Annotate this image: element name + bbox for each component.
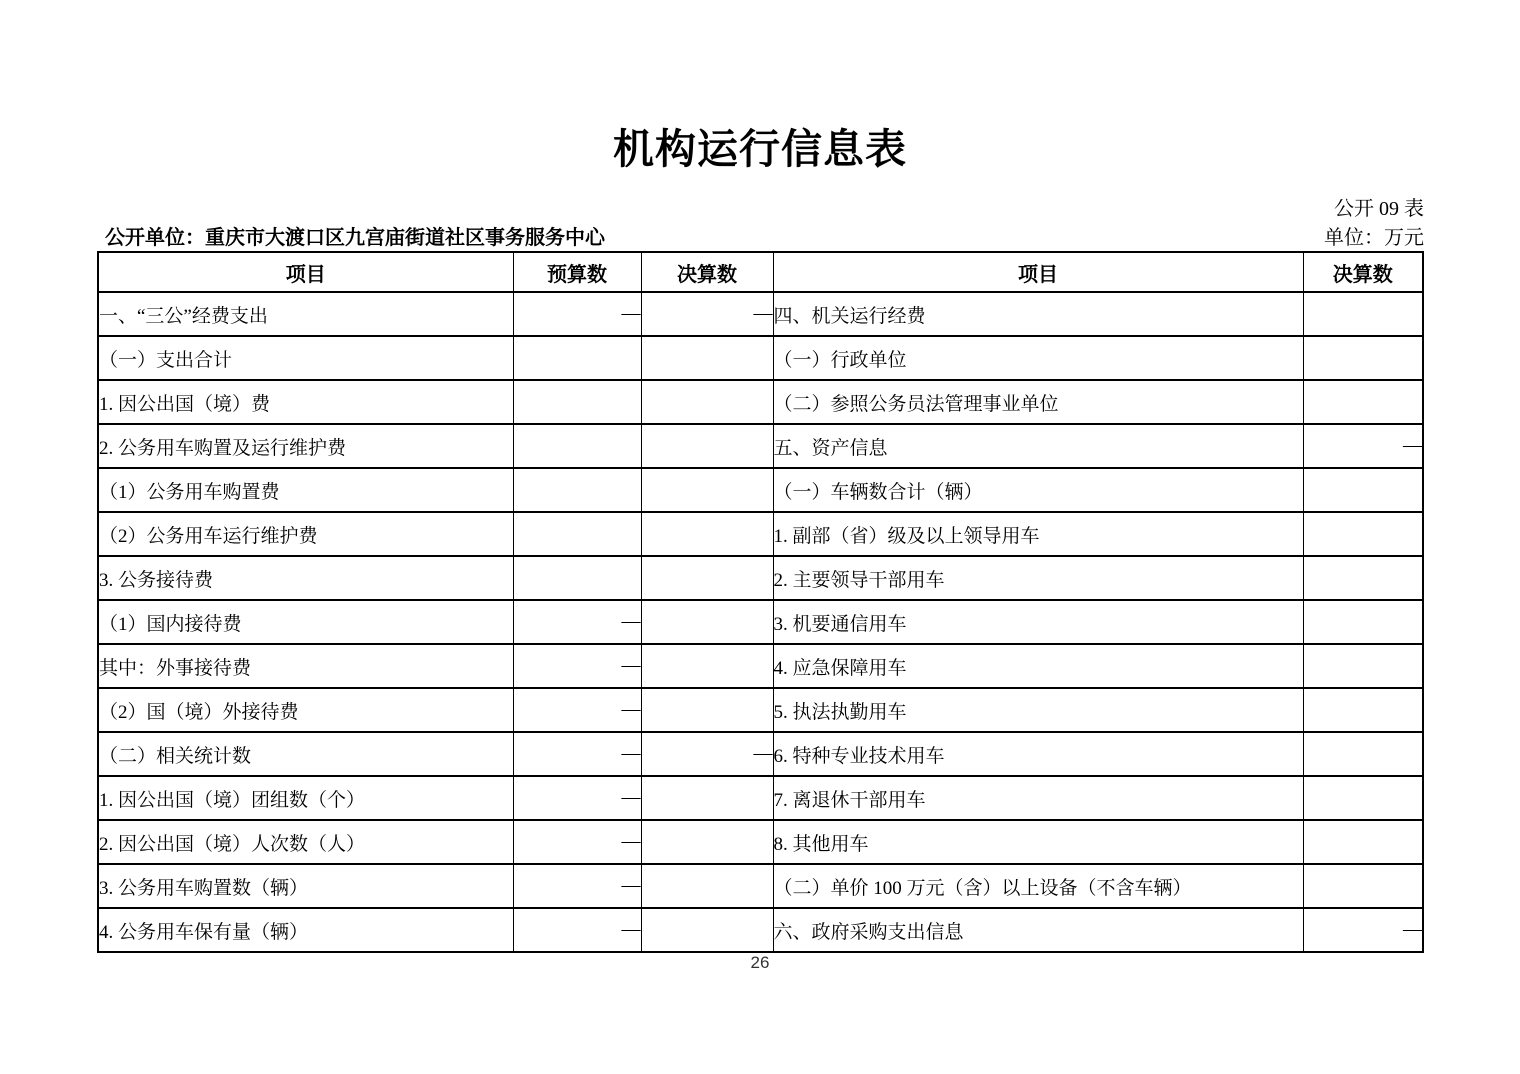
table-header-row [98, 252, 1423, 292]
table-row [98, 512, 1423, 556]
item-cell-left: 4. 公务用车保有量（辆） [98, 908, 513, 952]
table-row [98, 600, 1423, 644]
item-cell-right: （一）行政单位 [773, 336, 1303, 380]
final-cell-left: — [641, 732, 773, 776]
table-row [98, 732, 1423, 776]
item-cell-left: 3. 公务用车购置数（辆） [98, 864, 513, 908]
publish-unit-label: 公开单位：重庆市大渡口区九宫庙街道社区事务服务中心 [105, 227, 605, 249]
table-row [98, 908, 1423, 952]
page-title: 机构运行信息表 [613, 126, 907, 172]
budget-cell-left: — [513, 688, 641, 732]
budget-cell-left: — [513, 908, 641, 952]
budget-cell-left: — [513, 600, 641, 644]
item-cell-right: 3. 机要通信用车 [773, 600, 1303, 644]
final-cell-right [1303, 864, 1423, 908]
item-cell-left: 1. 因公出国（境）费 [98, 380, 513, 424]
final-cell-left [641, 600, 773, 644]
item-cell-right: 4. 应急保障用车 [773, 644, 1303, 688]
final-cell-left [641, 644, 773, 688]
table-row [98, 380, 1423, 424]
final-cell-left [641, 688, 773, 732]
final-cell-left [641, 908, 773, 952]
final-cell-right [1303, 380, 1423, 424]
header-item-right: 项目 [773, 252, 1303, 292]
header-budget-left: 预算数 [513, 252, 641, 292]
final-cell-left [641, 468, 773, 512]
final-cell-right [1303, 820, 1423, 864]
budget-cell-left: — [513, 864, 641, 908]
budget-cell-left: — [513, 292, 641, 336]
item-cell-left: 2. 因公出国（境）人次数（人） [98, 820, 513, 864]
item-cell-left: （1）国内接待费 [98, 600, 513, 644]
final-cell-right [1303, 732, 1423, 776]
budget-cell-left [513, 512, 641, 556]
table-row [98, 776, 1423, 820]
budget-cell-left [513, 336, 641, 380]
final-cell-right [1303, 292, 1423, 336]
table-code-label: 公开 09 表 [1334, 198, 1424, 220]
final-cell-left [641, 864, 773, 908]
item-cell-right: （二）参照公务员法管理事业单位 [773, 380, 1303, 424]
table-row [98, 556, 1423, 600]
header-item-left: 项目 [98, 252, 513, 292]
item-cell-right: 8. 其他用车 [773, 820, 1303, 864]
budget-cell-left [513, 468, 641, 512]
item-cell-right: 六、政府采购支出信息 [773, 908, 1303, 952]
item-cell-left: 其中：外事接待费 [98, 644, 513, 688]
final-cell-left [641, 776, 773, 820]
item-cell-left: 一、“三公”经费支出 [98, 292, 513, 336]
final-cell-left: — [641, 292, 773, 336]
final-cell-right [1303, 512, 1423, 556]
item-cell-left: （2）国（境）外接待费 [98, 688, 513, 732]
budget-cell-left [513, 424, 641, 468]
item-cell-left: （二）相关统计数 [98, 732, 513, 776]
table-row [98, 292, 1423, 336]
budget-cell-left [513, 556, 641, 600]
budget-cell-left: — [513, 776, 641, 820]
table-body [98, 292, 1423, 952]
final-cell-left [641, 820, 773, 864]
budget-cell-left: — [513, 732, 641, 776]
page-number: 26 [750, 953, 770, 972]
header-final-left: 决算数 [641, 252, 773, 292]
item-cell-right: 1. 副部（省）级及以上领导用车 [773, 512, 1303, 556]
header-final-right: 决算数 [1303, 252, 1423, 292]
item-cell-right: （一）车辆数合计（辆） [773, 468, 1303, 512]
budget-cell-left: — [513, 820, 641, 864]
final-cell-right [1303, 468, 1423, 512]
item-cell-left: 2. 公务用车购置及运行维护费 [98, 424, 513, 468]
final-cell-right: — [1303, 424, 1423, 468]
final-cell-left [641, 336, 773, 380]
item-cell-left: （一）支出合计 [98, 336, 513, 380]
item-cell-left: （1）公务用车购置费 [98, 468, 513, 512]
final-cell-right: — [1303, 908, 1423, 952]
item-cell-right: 2. 主要领导干部用车 [773, 556, 1303, 600]
final-cell-right [1303, 336, 1423, 380]
table-row [98, 820, 1423, 864]
item-cell-right: 6. 特种专业技术用车 [773, 732, 1303, 776]
final-cell-right [1303, 776, 1423, 820]
unit-note-label: 单位：万元 [1324, 227, 1424, 249]
item-cell-right: 四、机关运行经费 [773, 292, 1303, 336]
item-cell-right: 五、资产信息 [773, 424, 1303, 468]
final-cell-right [1303, 644, 1423, 688]
table-row [98, 688, 1423, 732]
table-row [98, 468, 1423, 512]
item-cell-left: 3. 公务接待费 [98, 556, 513, 600]
item-cell-left: （2）公务用车运行维护费 [98, 512, 513, 556]
final-cell-right [1303, 600, 1423, 644]
final-cell-left [641, 380, 773, 424]
budget-cell-left: — [513, 644, 641, 688]
table-row [98, 864, 1423, 908]
final-cell-left [641, 556, 773, 600]
budget-cell-left [513, 380, 641, 424]
item-cell-right: （二）单价 100 万元（含）以上设备（不含车辆） [773, 864, 1303, 908]
item-cell-left: 1. 因公出国（境）团组数（个） [98, 776, 513, 820]
institution-operation-table [97, 251, 1424, 953]
final-cell-right [1303, 556, 1423, 600]
table-row [98, 644, 1423, 688]
item-cell-right: 7. 离退休干部用车 [773, 776, 1303, 820]
final-cell-right [1303, 688, 1423, 732]
table-row [98, 336, 1423, 380]
table-row [98, 424, 1423, 468]
final-cell-left [641, 512, 773, 556]
item-cell-right: 5. 执法执勤用车 [773, 688, 1303, 732]
final-cell-left [641, 424, 773, 468]
